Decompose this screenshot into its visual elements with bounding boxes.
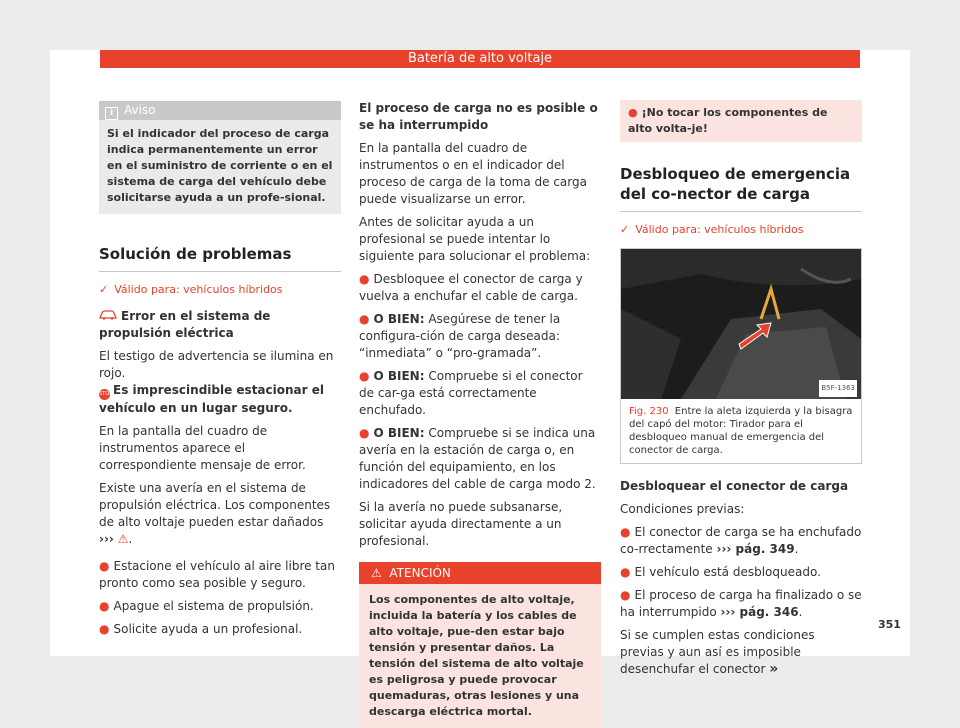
page-reference-link[interactable]: ››› pág. 346 xyxy=(720,605,799,619)
bullet-icon: ● xyxy=(99,599,110,613)
list-item-text: Desbloquee el conector de carga y vuelva a enchufar el cable de carga. xyxy=(359,272,583,303)
attention-box xyxy=(359,562,601,728)
paragraph: Condiciones previas: xyxy=(620,502,745,516)
list-item-text: Estacione el vehículo al aire libre tan pronto como sea posible y seguro. xyxy=(99,559,335,590)
bullet-icon: ● xyxy=(359,426,370,440)
list-item xyxy=(99,558,341,592)
paragraph xyxy=(620,627,862,678)
page-reference-link[interactable]: ››› pág. 349 xyxy=(716,542,795,556)
stop-icon: STOP xyxy=(99,389,110,400)
page-number: 351 xyxy=(878,618,901,631)
list-item-label: O BIEN: xyxy=(373,312,425,326)
section-header xyxy=(620,164,862,212)
list-item-label: O BIEN: xyxy=(373,369,425,383)
list-item: ● El conector de carga se ha enchufado co-rrectamente ››› pág. 349. xyxy=(620,525,862,556)
column-right xyxy=(620,100,862,684)
figure xyxy=(620,248,862,464)
attention-label: ATENCIÓN xyxy=(389,566,451,580)
list-item-text: El proceso de carga ha finalizado o se ha interrumpido xyxy=(620,588,862,619)
check-icon: ✓ xyxy=(620,223,630,236)
attention-continuation xyxy=(620,100,862,142)
valid-for-note xyxy=(99,281,341,298)
valid-for-note xyxy=(620,221,862,238)
check-icon: ✓ xyxy=(99,283,109,296)
paragraph-bold: Es imprescindible estacionar el vehículo en un lugar seguro. xyxy=(99,383,324,415)
valid-for-text: Válido para: vehículos híbridos xyxy=(635,223,804,236)
bullet-icon: ● xyxy=(620,525,631,539)
list-item-text: El vehículo está desbloqueado. xyxy=(634,565,821,579)
column-left xyxy=(99,100,341,644)
list-item xyxy=(99,621,341,638)
attention-header xyxy=(359,562,601,584)
list-item: ● El proceso de carga ha finalizado o se ha interrumpido ››› pág. 346. xyxy=(620,588,862,619)
bullet-icon: ● xyxy=(620,588,631,602)
bullet-icon: ● xyxy=(359,312,370,326)
list-item-label: O BIEN: xyxy=(373,426,425,440)
list-item-text: Apague el sistema de propulsión. xyxy=(113,599,314,613)
valid-for-text: Válido para: vehículos híbridos xyxy=(114,283,283,296)
list-item xyxy=(359,311,601,362)
warning-triangle-icon: ⚠ xyxy=(371,566,382,580)
bullet-icon: ● xyxy=(359,369,370,383)
continue-arrow-icon: » xyxy=(769,661,779,677)
paragraph-text: Existe una avería en el sistema de propulsión eléctrica. Los componentes de alto voltaje pueden estar dañados xyxy=(99,481,331,529)
aviso-text: Si el indicador del proceso de carga indica permanentemente un error en el suministro de corriente o en el sistema de carga del vehículo debe solicitarse ayuda a un profe-sional. xyxy=(107,127,333,204)
bullet-icon: ● xyxy=(628,106,638,119)
paragraph: Existe una avería en el sistema de propulsión eléctrica. Los componentes de alto voltaje pueden estar dañados ››› ⚠. xyxy=(99,481,331,546)
figure-caption-text: Entre la aleta izquierda y la bisagra del capó del motor: Tirador para el desbloqueo manual de emergencia del conector de carga. xyxy=(629,406,853,456)
error-heading xyxy=(99,308,341,342)
page xyxy=(50,50,910,718)
engine-bay-illustration xyxy=(621,249,861,399)
error-title: Error en el sistema de propulsión eléctrica xyxy=(99,309,271,340)
figure-number: Fig. 230 xyxy=(629,406,669,417)
aviso-box xyxy=(99,101,341,214)
list-item-text: Compruebe si el conector de car-ga está correctamente enchufado. xyxy=(359,369,583,417)
car-warning-icon xyxy=(99,310,117,320)
list-item-text: Asegúrese de tener la configura-ción de carga deseada: “inmediata” o “pro-gramada”. xyxy=(359,312,561,360)
figure-caption xyxy=(621,399,861,463)
bullet-icon: ● xyxy=(99,559,110,573)
list-item xyxy=(99,598,341,615)
aviso-label: Aviso xyxy=(124,103,156,117)
aviso-header xyxy=(99,101,341,120)
list-item-text: El conector de carga se ha enchufado co-rrectamente xyxy=(620,525,862,556)
list-item-text: Solicite ayuda a un profesional. xyxy=(113,622,303,636)
bullet-icon: ● xyxy=(99,622,110,636)
section-title: Solución de problemas xyxy=(99,245,292,263)
warning-triangle-icon[interactable]: ⚠ xyxy=(117,532,129,546)
paragraph xyxy=(99,348,341,417)
paragraph: Antes de solicitar ayuda a un profesional se puede intentar lo siguiente para solucionar el problema: xyxy=(359,215,591,263)
section-header xyxy=(99,244,341,272)
paragraph: En la pantalla del cuadro de instrumentos aparece el correspondiente mensaje de error. xyxy=(99,424,306,472)
list-item xyxy=(620,564,862,581)
section-title: Desbloqueo de emergencia del co-nector de carga xyxy=(620,165,851,203)
subsection-heading: Desbloquear el conector de carga xyxy=(620,479,849,493)
list-item xyxy=(359,368,601,419)
list-item-text: Compruebe si se indica una avería en la estación de carga o, en función del equipamiento, en los indicadores del cable de carga modo 2. xyxy=(359,426,596,491)
attention-text: Los componentes de alto voltaje, incluida la batería y los cables de alto voltaje, pue-den estar bajo tensión y presentar daños. La tensión del sistema de alto voltaje es peligrosa y puede provocar quemaduras, otras lesiones y una descarga eléctrica mortal. xyxy=(369,593,584,718)
paragraph: Si la avería no puede subsanarse, solicitar ayuda directamente a un profesional. xyxy=(359,500,563,548)
attention-continuation-text: ¡No tocar los componentes de alto volta-je! xyxy=(628,106,828,135)
page-header: Batería de alto voltaje xyxy=(100,50,860,68)
paragraph: En la pantalla del cuadro de instrumentos o en el indicador del proceso de carga de la toma de carga puede visualizarse un error. xyxy=(359,141,587,206)
figure-code: B5F-1363 xyxy=(819,380,857,397)
cross-reference-arrows[interactable]: ››› xyxy=(99,532,114,546)
list-item xyxy=(359,271,601,305)
paragraph-text: Si se cumplen estas condiciones previas y aun así es imposible desenchufar el conector xyxy=(620,628,815,676)
paragraph-text: El testigo de advertencia se ilumina en rojo. xyxy=(99,349,334,380)
engine-bay-photo xyxy=(621,249,861,399)
column-middle xyxy=(359,100,601,728)
bullet-icon: ● xyxy=(620,565,631,579)
subsection-heading: El proceso de carga no es posible o se ha interrumpido xyxy=(359,101,598,132)
list-item xyxy=(359,425,601,493)
info-icon: i xyxy=(105,107,118,120)
bullet-icon: ● xyxy=(359,272,370,286)
